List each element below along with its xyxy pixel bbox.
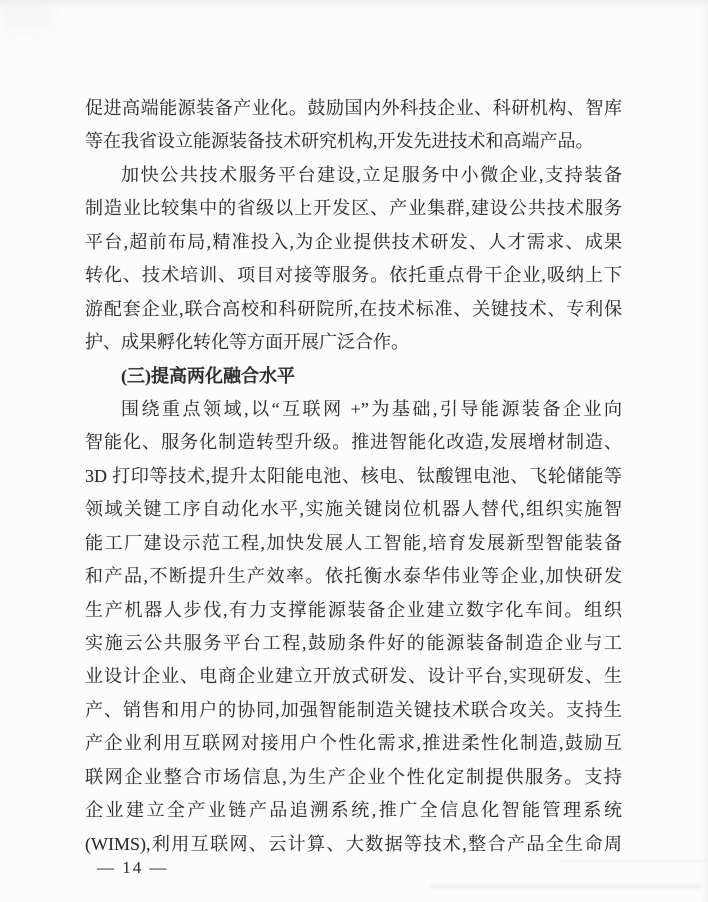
text-line: 促进高端能源装备产业化。鼓励国内外科技企业、科研机构、智库 [85, 98, 622, 118]
page-number: — 14 — [97, 858, 169, 877]
text-line: 产企业利用互联网对接用户个性化需求,推进柔性化制造,鼓励互 [85, 733, 622, 754]
text-line: 加快公共技术服务平台建设,立足服务中小微企业,支持装备 [121, 164, 622, 185]
document-body [85, 92, 622, 861]
text-line: (WIMS),利用互联网、云计算、大数据等技术,整合产品全生命周 [85, 833, 622, 854]
text-line: 智能化、服务化制造转型升级。推进智能化改造,发展增材制造、 [85, 432, 622, 453]
text-line: 实施云公共服务平台工程,鼓励条件好的能源装备制造企业与工 [85, 633, 622, 653]
scan-smudge-bottom [430, 885, 700, 888]
text-line: 平台,超前布局,精准投入,为企业提供技术研发、人才需求、成果 [85, 231, 622, 252]
scan-corner-top-left [0, 0, 52, 30]
text-line: 等在我省设立能源装备技术研究机构,开发先进技术和高端产品。 [85, 131, 594, 152]
text-line: 3D 打印等技术,提升太阳能电池、核电、钛酸锂电池、飞轮储能等 [85, 465, 622, 486]
text-line: 转化、技术培训、项目对接等服务。依托重点骨干企业,吸纳上下 [85, 265, 622, 286]
text-line: 能工厂建设示范工程,加快发展人工智能,培育发展新型智能装备 [85, 532, 622, 553]
scan-edge-right [702, 0, 708, 902]
text-line: 领域关键工序自动化水平,实施关键岗位机器人替代,组织实施智 [85, 499, 622, 520]
scan-edge-top [0, 0, 708, 9]
text-line: 游配套企业,联合高校和科研院所,在技术标准、关键技术、专利保 [85, 298, 622, 319]
text-line: 制造业比较集中的省级以上开发区、产业集群,建设公共技术服务 [85, 198, 622, 219]
text-line: 围绕重点领域,以“互联网 +”为基础,引导能源装备企业向 [121, 398, 622, 419]
section-heading: (三)提高两化融合水平 [121, 365, 295, 386]
text-line: 生产机器人步伐,有力支撑能源装备企业建立数字化车间。组织 [85, 599, 622, 620]
text-line: 产、销售和用户的协同,加强智能制造关键技术联合攻关。支持生 [85, 699, 622, 720]
text-line: 联网企业整合市场信息,为生产企业个性化定制提供服务。支持 [85, 766, 622, 787]
text-line: 企业建立全产业链产品追溯系统,推广全信息化智能管理系统 [85, 800, 622, 821]
text-line: 和产品,不断提升生产效率。依托衡水泰华伟业等企业,加快研发 [85, 566, 622, 587]
text-line: 业设计企业、电商企业建立开放式研发、设计平台,实现研发、生 [85, 666, 622, 687]
text-line: 护、成果孵化转化等方面开展广泛合作。 [85, 332, 409, 353]
